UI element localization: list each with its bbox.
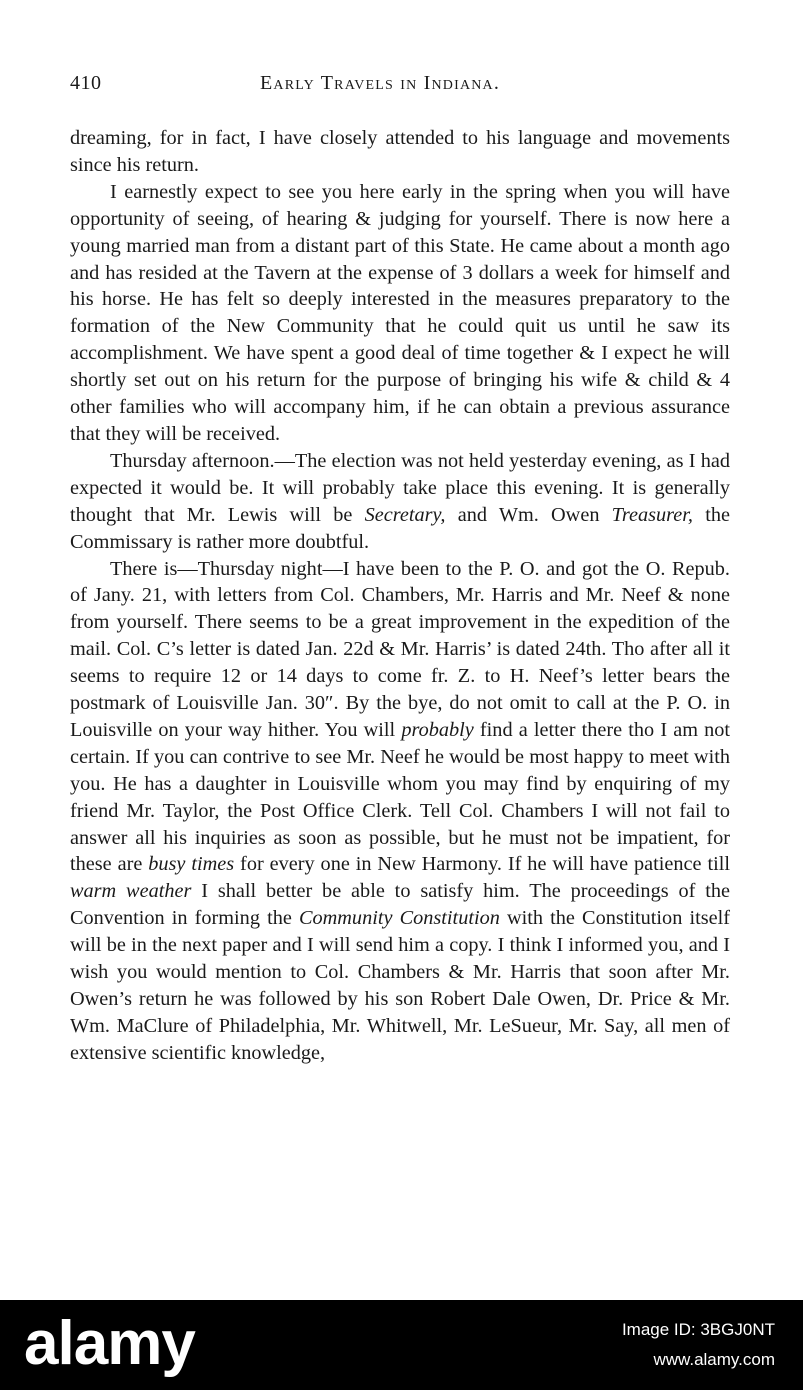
running-title: Early Travels in Indiana.	[260, 72, 501, 94]
paragraph	[70, 448, 730, 556]
text-run: There is—Thursday night—I have been to the P. O. and got the O. Repub. of Jany. 21, with letters from Col. Chambers, Mr. Harris and Mr. Neef & none from yourself. There seems to be a great improvement in the expedition of the mail. Col. C’s letter is dated Jan. 22d & Mr. Harris’ is dated 24th. Tho after all it seems to require 12 or 14 days to come fr. Z. to H. Neef’s letter bears the postmark of Louisville Jan. 30″. By the bye, do not omit to call at the P. O. in Louisville on your way hither. You will	[70, 557, 730, 741]
paragraph	[70, 179, 730, 448]
text-run: I shall better be able to satisfy him. The proceedings of the Convention in forming the	[70, 880, 730, 930]
italic-text: Secretary,	[364, 503, 446, 526]
paragraph	[70, 125, 730, 179]
alamy-logo: alamy	[24, 1309, 195, 1378]
italic-text: warm weather	[70, 880, 192, 903]
text-run: with the Constitution itself will be in the next paper and I will send him a copy. I think I informed you, and I wish you would mention to Col. Chambers & Mr. Harris that soon after Mr. Owen’s return he was followed by his son Robert Dale Owen, Dr. Price & Mr. Wm. MaClure of Philadelphia, Mr. Whitwell, Mr. LeSueur, Mr. Say, all men of extensive scientific knowledge,	[70, 907, 730, 1064]
text-run: for every one in New Harmony. If he will have patience till	[234, 853, 730, 876]
italic-text: Treasurer,	[611, 503, 694, 526]
text-run: and Wm. Owen	[445, 503, 612, 526]
paragraph	[70, 556, 730, 1067]
site-url-label: www.alamy.com	[653, 1350, 775, 1369]
text-run: dreaming, for in fact, I have closely attended to his language and movements since his return.	[70, 127, 730, 176]
page-header	[70, 72, 730, 106]
text-run: Thursday afternoon.—The election was not held yesterday evening, as I had expected it would be. It will probably take place this evening. It is generally thought that Mr. Lewis will be	[70, 449, 730, 526]
watermark-bar	[0, 1300, 803, 1390]
body-text	[70, 125, 730, 1067]
page-number: 410	[70, 72, 102, 94]
text-run: I earnestly expect to see you here early in the spring when you will have opportunity of seeing, of hearing & judging for yourself. There is now here a young married man from a distant part of this State. He came about a month ago and has resided at the Tavern at the expense of 3 dollars a week for himself and his horse. He has felt so deeply interested in the measures preparatory to the formation of the New Community that he could quit us until he saw its accomplishment. We have spent a good deal of time together & I expect he will shortly set out on his return for the purpose of bringing his wife & child & 4 other families who will accompany him, if he can obtain a previous assurance that they will be received.	[70, 180, 730, 445]
italic-text: probably	[401, 718, 474, 741]
italic-text: Community Constitution	[298, 907, 500, 930]
text-run: find a letter there tho I am not certain. If you can contrive to see Mr. Neef he would be most happy to meet with you. He has a daughter in Louisville whom you may find by enquiring of my friend Mr. Taylor, the Post Office Clerk. Tell Col. Chambers I will not fail to answer all his inquiries as soon as possible, but he must not be impatient, for these are	[70, 718, 731, 876]
italic-text: busy times	[148, 853, 235, 876]
image-id-label: Image ID: 3BGJ0NT	[621, 1320, 775, 1339]
text-run: the Commissary is rather more doubtful.	[70, 503, 730, 553]
